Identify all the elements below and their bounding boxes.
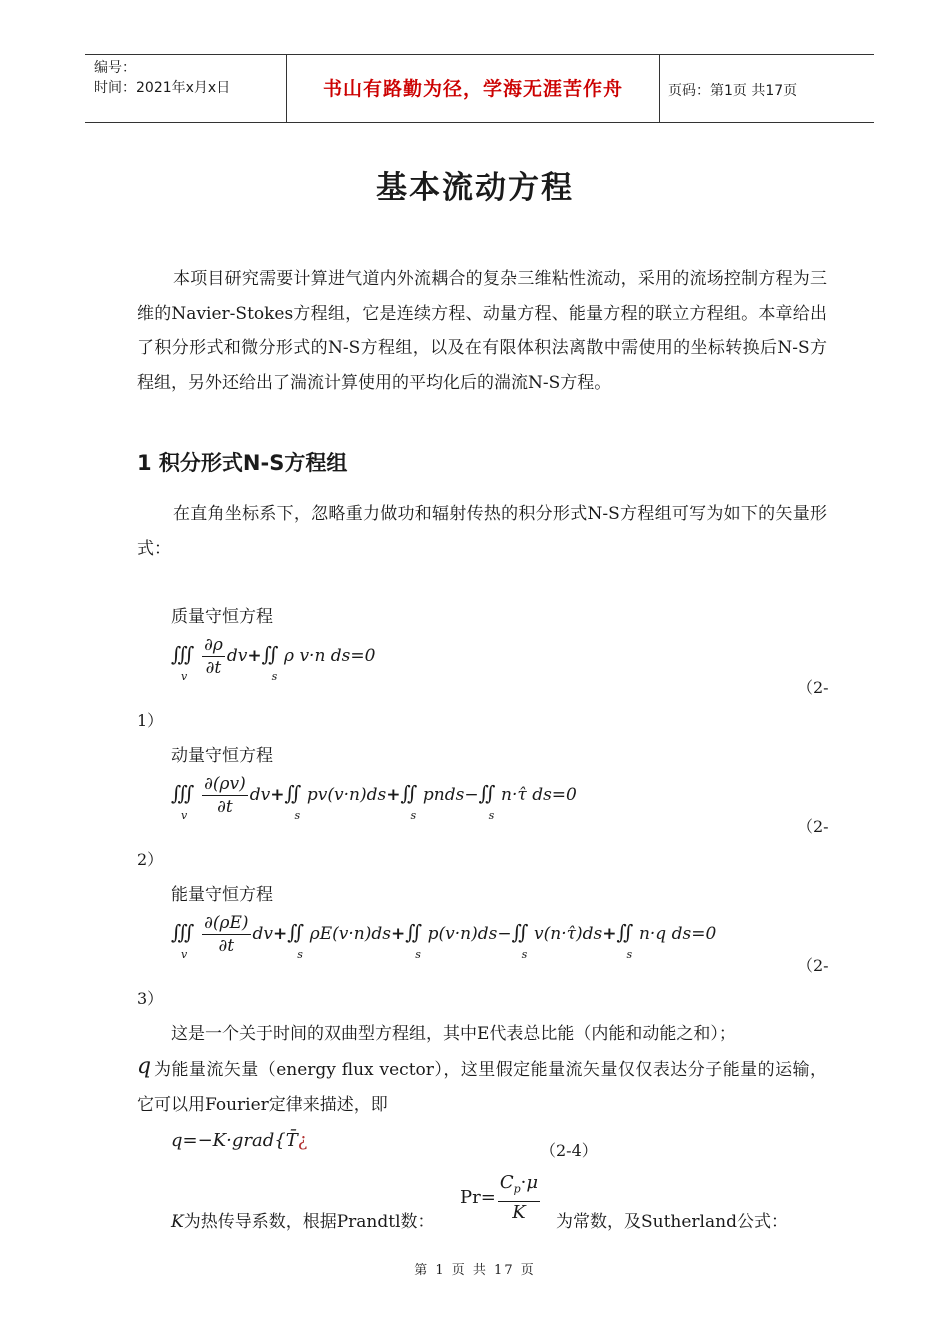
explain-line-1: 这是一个关于时间的双曲型方程组，其中E代表总比能（内能和动能之和）； [171, 1024, 736, 1044]
header-divider-2 [659, 54, 660, 123]
page-footer: 第 1 页 共 17 页 [414, 1263, 536, 1278]
prandtl-formula: Pr= $\frac{C_p\cdot\mu}{K}$ [460, 1172, 539, 1223]
equation-label-mass: 质量守恒方程 [171, 607, 273, 627]
section-paragraph: 在直角坐标系下，忽略重力做功和辐射传热的积分形式N-S方程组可写为如下的矢量形式： [137, 504, 827, 559]
explain-paragraph: 为能量流矢量（energy flux vector），这里假定能量流矢量仅仅表达分子能量的运输，它可以用Fourier定律来描述，即 [137, 1060, 827, 1115]
symbol-k: K [171, 1212, 184, 1232]
k-line [171, 1207, 435, 1232]
equation-label-momentum: 动量守恒方程 [171, 746, 273, 766]
header-meta [94, 58, 230, 98]
k-line-2: 为常数，及Sutherland公式： [556, 1212, 788, 1232]
equation-fourier: q=−K·grad{T̄¿ [171, 1130, 308, 1151]
header-page: 页码：第1页 共17页 [668, 83, 798, 99]
intro-paragraph: 本项目研究需要计算进气道内外流耦合的复杂三维粘性流动，采用的流场控制方程为三维的Navier-Stokes方程组，它是连续方程、动量方程、能量方程的联立方程组。本章给出了积分形式和微分形式的N-S方程组，以及在有限体积法离散中需使用的坐标转换后N-S方程组，另外还给出了湍流计算使用的平均化后的湍流N-S方程。 [137, 269, 827, 393]
equation-number-1a: （2- [797, 678, 829, 697]
equation-label-energy: 能量守恒方程 [171, 885, 273, 905]
equation-number-1b: 1） [137, 711, 164, 730]
equation-number-4: （2-4） [540, 1141, 598, 1160]
symbol-q: q [137, 1054, 152, 1079]
page-title: 基本流动方程 [376, 170, 574, 206]
section-heading: 1 积分形式N-S方程组 [137, 451, 348, 475]
equation-number-3a: （2- [797, 956, 829, 975]
equation-number-2a: （2- [797, 817, 829, 836]
k-text: 为热传导系数，根据Prandtl数： [183, 1212, 435, 1232]
equation-mass: ∭ v $\frac{\partial\rho}{\partial t}$ dv+∬ s ρ v·n ds=0 [171, 635, 376, 683]
header-number: 编号： [94, 60, 136, 76]
equation-number-3b: 3） [137, 989, 164, 1008]
header-motto: 书山有路勤为径，学海无涯苦作舟 [322, 78, 623, 100]
header-top-rule [85, 54, 874, 55]
equation-momentum: ∭ v $\frac{\partial(\rho v)}{\partial t}$ dv+∬ s pv(v·n)ds+∬ s pnds−∬ s n·τ̂ ds=0 [171, 774, 577, 822]
header-time: 时间：2021年x月x日 [94, 80, 231, 96]
header-bottom-rule [85, 122, 874, 123]
equation-energy: ∭ v $\frac{\partial(\rho E)}{\partial t}$ dv+∬ s ρE(v·n)ds+∬ s p(v·n)ds−∬ s v(n·τ̂)ds+∬ s n·q ds=0 [171, 913, 717, 961]
equation-number-2b: 2） [137, 850, 164, 869]
